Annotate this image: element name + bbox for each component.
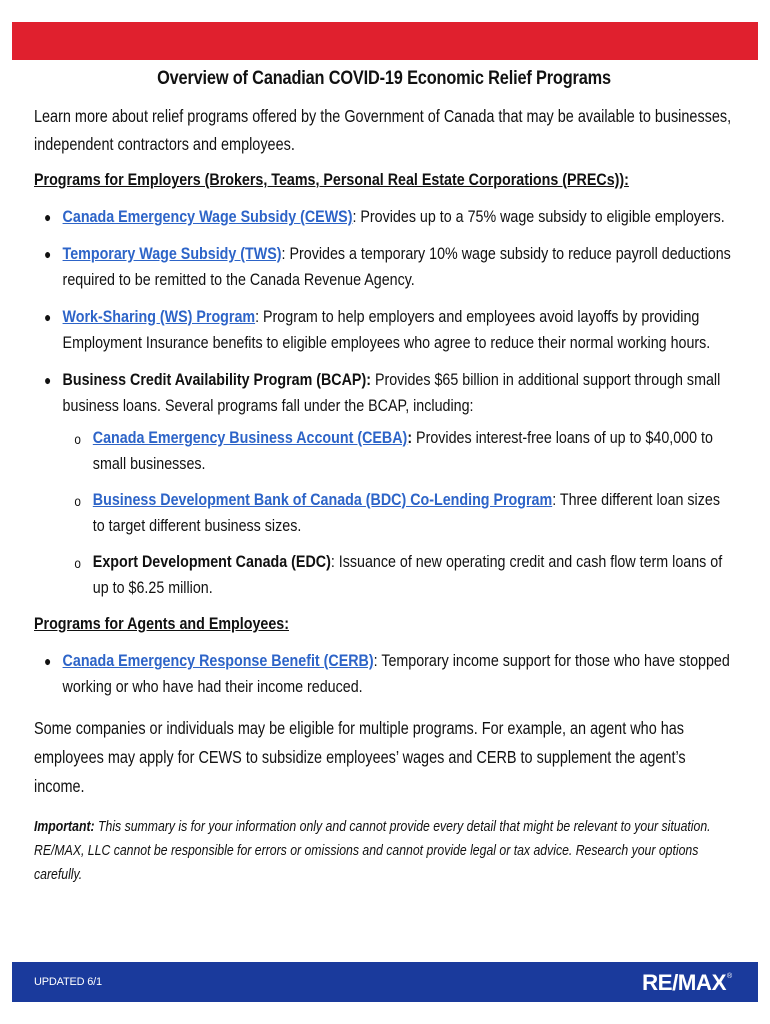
list-item [34,304,734,356]
cews-description: : Provides up to a 75% wage subsidy to eligible employers. [352,207,725,226]
cews-link[interactable]: Canada Emergency Wage Subsidy (CEWS) [62,207,353,226]
list-item [34,648,734,700]
work-sharing-link[interactable]: Work-Sharing (WS) Program [62,307,256,326]
sub-list-item [63,425,734,477]
employers-heading: Programs for Employers (Brokers, Teams, Personal Real Estate Corporations (PRECs)): [34,170,629,189]
bullet-icon: ● [44,653,52,669]
bullet-icon: ● [44,246,52,262]
disclaimer-text: This summary is for your information only and cannot provide every detail that might be relevant to your situation. RE/MAX, LLC cannot be responsible for errors or omissions and cannot provide legal or tax advice. Research your options carefully. [34,819,711,883]
edc-description: : Issuance of new operating credit and cash flow term loans of up to $6.25 million. [92,552,723,597]
agents-heading: Programs for Agents and Employees: [34,614,289,633]
employer-programs-list [34,204,734,601]
ceba-description: Provides interest-free loans of up to $40,000 to small businesses. [92,428,713,473]
ceba-separator: : [407,428,413,447]
bcap-sub-list [63,425,734,601]
bcap-description: Provides $65 billion in additional support through small business loans. Several programs fall under the BCAP, including: [62,370,721,415]
bullet-icon: ● [44,209,52,225]
tws-description: : Provides a temporary 10% wage subsidy to reduce payroll deductions required to be remitted to the Canada Revenue Agency. [62,244,731,289]
header-bar [12,22,758,60]
list-item [34,367,734,601]
circle-bullet-icon: o [74,493,81,509]
document-body [34,68,734,887]
work-sharing-description: : Program to help employers and employees avoid layoffs by providing Employment Insurance benefits to eligible employees who agree to reduce their normal working hours. [62,307,711,352]
circle-bullet-icon: o [74,555,81,571]
bcap-name: Business Credit Availability Program (BCAP): [62,370,371,389]
sub-list-item [63,549,734,601]
bdc-link[interactable]: Business Development Bank of Canada (BDC) Co-Lending Program [92,490,553,509]
document-text [34,102,734,887]
edc-name: Export Development Canada (EDC) [92,552,331,571]
closing-paragraph: Some companies or individuals may be eligible for multiple programs. For example, an agent who has employees may apply for CEWS to subsidize employees’ wages and CERB to supplement the agent’s income. [34,718,686,796]
cerb-link[interactable]: Canada Emergency Response Benefit (CERB) [62,651,374,670]
circle-bullet-icon: o [74,431,81,447]
registered-mark: ® [727,973,733,980]
updated-date: UPDATED 6/1 [34,976,102,988]
page-title: Overview of Canadian COVID-19 Economic Relief Programs [157,68,611,89]
bullet-icon: ● [44,372,52,388]
disclaimer-label: Important: [34,819,95,835]
tws-link[interactable]: Temporary Wage Subsidy (TWS) [62,244,282,263]
sub-list-item [63,487,734,539]
bdc-description: : Three different loan sizes to target different business sizes. [92,490,720,535]
bullet-icon: ● [44,309,52,325]
disclaimer [34,815,734,887]
list-item [34,241,734,293]
remax-logo [642,969,734,995]
footer-bar [12,962,758,1002]
intro-paragraph: Learn more about relief programs offered by the Government of Canada that may be available to businesses, independent contractors and employees. [34,106,732,154]
list-item [34,204,734,230]
logo-text: RE/MAX [642,970,727,995]
ceba-link[interactable]: Canada Emergency Business Account (CEBA) [92,428,408,447]
agent-programs-list [34,648,734,700]
cerb-description: : Temporary income support for those who have stopped working or who have had their income reduced. [62,651,730,696]
